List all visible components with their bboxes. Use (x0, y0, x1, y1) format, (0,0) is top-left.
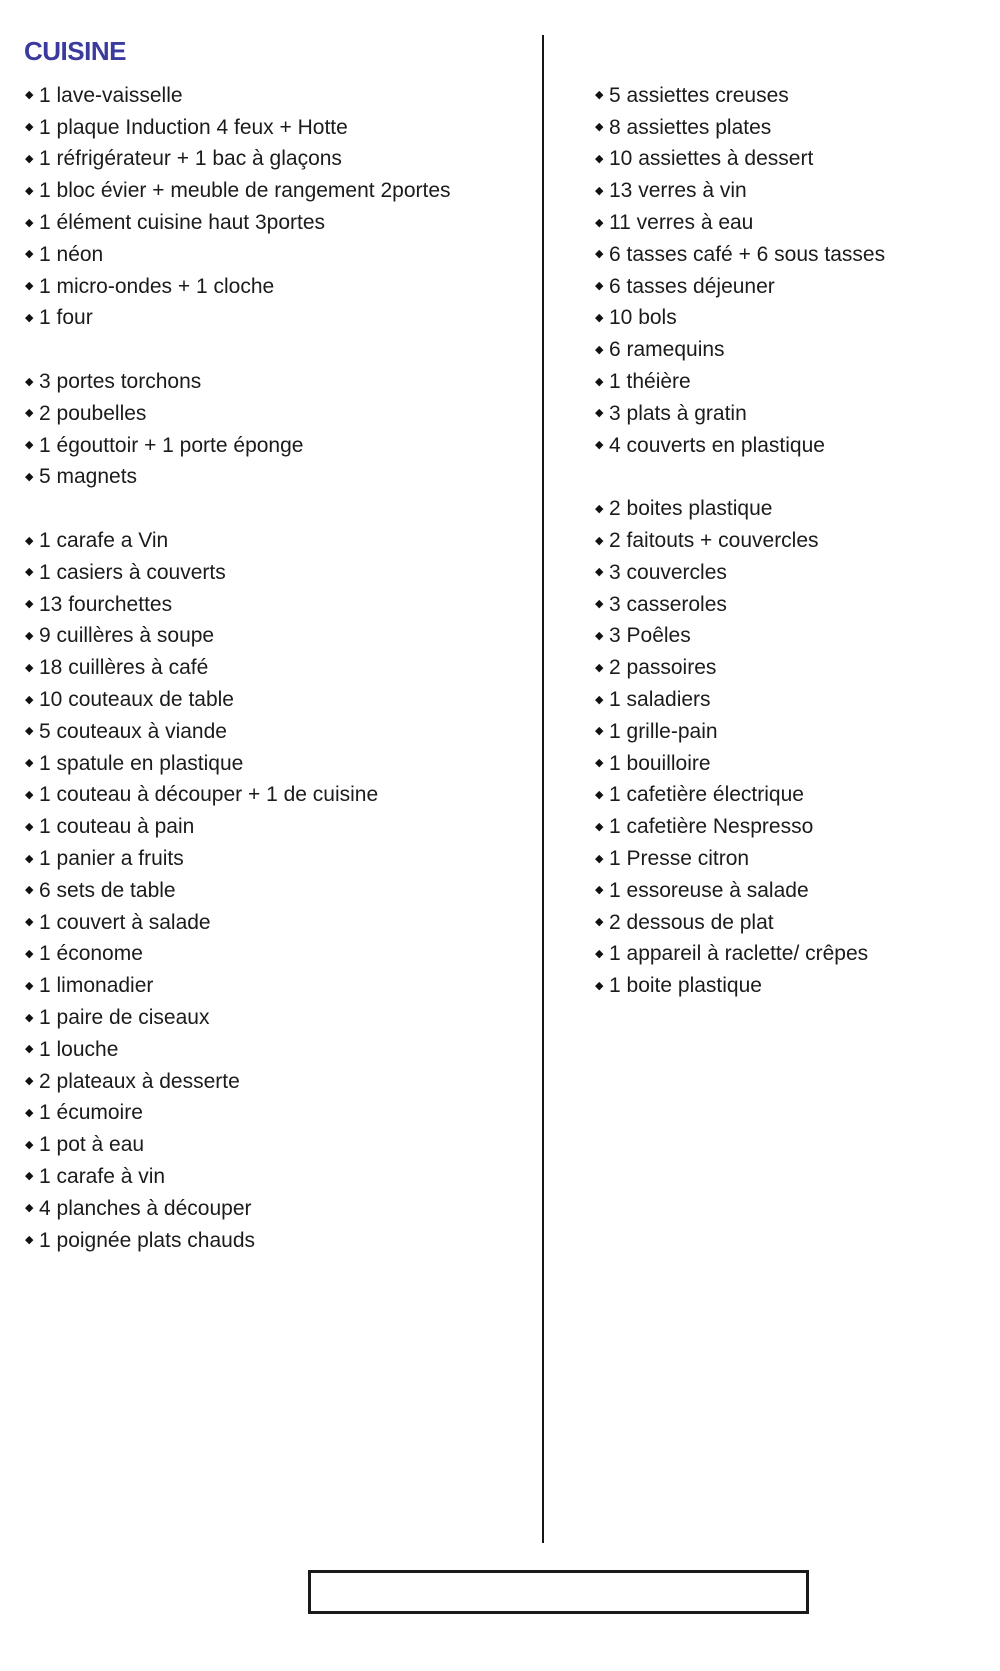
item-label: 10 assiettes à dessert (609, 147, 814, 171)
item-label: 1 cafetière électrique (609, 783, 804, 807)
item-label: 18 cuillères à café (39, 656, 209, 680)
item-label: 1 Presse citron (609, 847, 750, 871)
diamond-bullet-icon: ◆ (595, 89, 604, 102)
item-label: 1 spatule en plastique (39, 751, 244, 775)
diamond-bullet-icon: ◆ (595, 598, 604, 611)
list-item (25, 462, 535, 494)
diamond-bullet-icon: ◆ (25, 725, 34, 738)
list-item (595, 175, 995, 207)
list-item (25, 144, 535, 176)
item-label: 1 cafetière Nespresso (609, 815, 814, 839)
list-item (25, 303, 535, 335)
diamond-bullet-icon: ◆ (595, 184, 604, 197)
diamond-bullet-icon: ◆ (595, 852, 604, 865)
diamond-bullet-icon: ◆ (25, 661, 34, 674)
list-item (25, 1193, 535, 1225)
item-label: 6 tasses café + 6 sous tasses (609, 242, 886, 266)
list-item (25, 175, 535, 207)
item-label: 1 grille-pain (609, 719, 718, 743)
list-item (25, 366, 535, 398)
item-label: 8 assiettes plates (609, 115, 772, 139)
list-item (595, 430, 995, 462)
list-item (25, 684, 535, 716)
item-label: 1 réfrigérateur + 1 bac à glaçons (39, 147, 342, 171)
diamond-bullet-icon: ◆ (25, 1170, 34, 1183)
item-label: 9 cuillères à soupe (39, 624, 215, 648)
diamond-bullet-icon: ◆ (595, 820, 604, 833)
list-item (595, 112, 995, 144)
item-label: 2 poubelles (39, 401, 147, 425)
item-label: 4 couverts en plastique (609, 433, 825, 457)
list-item (595, 525, 995, 557)
diamond-bullet-icon: ◆ (25, 598, 34, 611)
diamond-bullet-icon: ◆ (595, 629, 604, 642)
list-item (25, 939, 535, 971)
list-item (595, 684, 995, 716)
item-label: 6 tasses déjeuner (609, 274, 775, 298)
list-item (595, 303, 995, 335)
item-label: 1 saladiers (609, 688, 711, 712)
diamond-bullet-icon: ◆ (25, 1138, 34, 1151)
diamond-bullet-icon: ◆ (595, 152, 604, 165)
list-item (25, 112, 535, 144)
list-item (595, 748, 995, 780)
list-item (25, 1034, 535, 1066)
list-item (25, 1161, 535, 1193)
diamond-bullet-icon: ◆ (595, 566, 604, 579)
list-item (25, 1098, 535, 1130)
item-label: 2 boites plastique (609, 497, 773, 521)
diamond-bullet-icon: ◆ (595, 693, 604, 706)
list-item (25, 1066, 535, 1098)
list-item (25, 970, 535, 1002)
diamond-bullet-icon: ◆ (595, 248, 604, 261)
list-item (595, 907, 995, 939)
diamond-bullet-icon: ◆ (595, 788, 604, 801)
item-label: 5 couteaux à viande (39, 719, 227, 743)
list-item (595, 875, 995, 907)
item-label: 1 micro-ondes + 1 cloche (39, 274, 275, 298)
item-label: 1 écumoire (39, 1101, 143, 1125)
diamond-bullet-icon: ◆ (25, 916, 34, 929)
list-item (595, 589, 995, 621)
list-item (595, 398, 995, 430)
column-divider-line (542, 35, 544, 1543)
diamond-bullet-icon: ◆ (25, 1011, 34, 1024)
item-label: 4 planches à découper (39, 1196, 252, 1220)
diamond-bullet-icon: ◆ (595, 534, 604, 547)
diamond-bullet-icon: ◆ (25, 152, 34, 165)
diamond-bullet-icon: ◆ (25, 1106, 34, 1119)
list-item (595, 207, 995, 239)
diamond-bullet-icon: ◆ (595, 311, 604, 324)
diamond-bullet-icon: ◆ (25, 470, 34, 483)
list-item (595, 621, 995, 653)
empty-footer-box (308, 1570, 809, 1614)
diamond-bullet-icon: ◆ (25, 407, 34, 420)
diamond-bullet-icon: ◆ (595, 343, 604, 356)
list-item (595, 652, 995, 684)
item-label: 1 couteau à découper + 1 de cuisine (39, 783, 379, 807)
diamond-bullet-icon: ◆ (595, 375, 604, 388)
item-label: 1 lave-vaisselle (39, 83, 183, 107)
item-label: 1 néon (39, 242, 104, 266)
item-label: 10 bols (609, 306, 677, 330)
diamond-bullet-icon: ◆ (25, 280, 34, 293)
list-item (595, 334, 995, 366)
list-item (25, 557, 535, 589)
item-label: 1 paire de ciseaux (39, 1006, 210, 1029)
item-label: 13 fourchettes (39, 592, 173, 616)
diamond-bullet-icon: ◆ (25, 788, 34, 801)
list-item (595, 716, 995, 748)
list-item (25, 1002, 535, 1034)
list-item (595, 557, 995, 589)
diamond-bullet-icon: ◆ (595, 884, 604, 897)
diamond-bullet-icon: ◆ (25, 534, 34, 547)
list-item (25, 716, 535, 748)
diamond-bullet-icon: ◆ (25, 375, 34, 388)
diamond-bullet-icon: ◆ (25, 184, 34, 197)
list-item (25, 875, 535, 907)
item-label: 2 dessous de plat (609, 910, 774, 934)
item-label: 1 élément cuisine haut 3portes (39, 211, 326, 235)
left-column (25, 80, 535, 1256)
item-label: 3 couvercles (609, 560, 727, 584)
list-item (595, 939, 995, 971)
diamond-bullet-icon: ◆ (25, 693, 34, 706)
item-label: 1 pot à eau (39, 1133, 145, 1157)
item-label: 1 bouilloire (609, 751, 711, 775)
item-label: 1 plaque Induction 4 feux + Hotte (39, 115, 348, 139)
diamond-bullet-icon: ◆ (25, 629, 34, 642)
item-label: 1 carafe a Vin (39, 529, 169, 553)
right-column (595, 80, 995, 1002)
diamond-bullet-icon: ◆ (25, 311, 34, 324)
diamond-bullet-icon: ◆ (25, 852, 34, 865)
diamond-bullet-icon: ◆ (25, 884, 34, 897)
list-item (25, 748, 535, 780)
list-item (595, 271, 995, 303)
item-label: 3 plats à gratin (609, 401, 747, 425)
item-label: 2 plateaux à desserte (39, 1069, 240, 1093)
diamond-bullet-icon: ◆ (595, 280, 604, 293)
list-item (595, 239, 995, 271)
item-label: 6 sets de table (39, 878, 176, 902)
list-item (25, 780, 535, 812)
list-item (25, 430, 535, 462)
list-item (25, 239, 535, 271)
group-spacer (595, 462, 995, 494)
item-label: 1 couvert à salade (39, 910, 211, 934)
item-label: 5 magnets (39, 465, 138, 489)
list-item (25, 525, 535, 557)
item-label: 3 Poêles (609, 624, 691, 648)
diamond-bullet-icon: ◆ (25, 1234, 34, 1247)
diamond-bullet-icon: ◆ (595, 661, 604, 674)
item-label: 1 appareil à raclette/ crêpes (609, 942, 869, 966)
list-item (25, 1225, 535, 1257)
diamond-bullet-icon: ◆ (25, 216, 34, 229)
diamond-bullet-icon: ◆ (25, 1075, 34, 1088)
group-spacer (25, 334, 535, 366)
list-item (595, 970, 995, 1002)
list-item (25, 271, 535, 303)
item-label: 6 ramequins (609, 338, 725, 362)
item-label: 2 passoires (609, 656, 717, 680)
diamond-bullet-icon: ◆ (25, 121, 34, 134)
diamond-bullet-icon: ◆ (595, 502, 604, 515)
diamond-bullet-icon: ◆ (25, 248, 34, 261)
item-label: 1 louche (39, 1037, 119, 1061)
item-label: 1 essoreuse à salade (609, 878, 809, 902)
item-label: 1 égouttoir + 1 porte éponge (39, 433, 304, 457)
diamond-bullet-icon: ◆ (595, 121, 604, 134)
page-title: CUISINE (24, 36, 126, 66)
item-label: 1 couteau à pain (39, 815, 195, 839)
item-label: 11 verres à eau (609, 211, 754, 235)
diamond-bullet-icon: ◆ (25, 1043, 34, 1056)
group-spacer (25, 493, 535, 525)
item-label: 1 carafe à vin (39, 1164, 166, 1188)
item-label: 2 faitouts + couvercles (609, 529, 819, 553)
list-item (595, 80, 995, 112)
list-item (25, 907, 535, 939)
list-item (25, 80, 535, 112)
diamond-bullet-icon: ◆ (595, 757, 604, 770)
diamond-bullet-icon: ◆ (25, 979, 34, 992)
item-label: 1 bloc évier + meuble de rangement 2portes (39, 179, 451, 203)
list-item (25, 811, 535, 843)
diamond-bullet-icon: ◆ (25, 947, 34, 960)
item-label: 13 verres à vin (609, 179, 747, 203)
list-item (595, 144, 995, 176)
list-item (25, 1129, 535, 1161)
list-item (25, 652, 535, 684)
diamond-bullet-icon: ◆ (595, 947, 604, 960)
list-item (25, 589, 535, 621)
list-item (25, 398, 535, 430)
diamond-bullet-icon: ◆ (595, 979, 604, 992)
item-label: 3 casseroles (609, 592, 727, 616)
diamond-bullet-icon: ◆ (595, 407, 604, 420)
diamond-bullet-icon: ◆ (25, 757, 34, 770)
item-label: 3 portes torchons (39, 370, 202, 394)
item-label: 1 théière (609, 370, 691, 394)
item-label: 1 boite plastique (609, 974, 762, 998)
diamond-bullet-icon: ◆ (25, 566, 34, 579)
diamond-bullet-icon: ◆ (25, 89, 34, 102)
item-label: 1 panier a fruits (39, 847, 184, 871)
list-item (25, 621, 535, 653)
list-item (595, 811, 995, 843)
diamond-bullet-icon: ◆ (25, 1202, 34, 1215)
item-label: 1 casiers à couverts (39, 560, 226, 584)
diamond-bullet-icon: ◆ (595, 916, 604, 929)
diamond-bullet-icon: ◆ (25, 439, 34, 452)
list-item (25, 843, 535, 875)
diamond-bullet-icon: ◆ (595, 216, 604, 229)
list-item (25, 207, 535, 239)
item-label: 1 poignée plats chauds (39, 1228, 255, 1252)
item-label: 5 assiettes creuses (609, 83, 789, 107)
item-label: 1 four (39, 306, 93, 330)
item-label: 10 couteaux de table (39, 688, 234, 712)
list-item (595, 366, 995, 398)
list-item (595, 493, 995, 525)
item-label: 1 économe (39, 942, 143, 966)
diamond-bullet-icon: ◆ (595, 439, 604, 452)
list-item (595, 780, 995, 812)
diamond-bullet-icon: ◆ (595, 725, 604, 738)
item-label: 1 limonadier (39, 974, 154, 998)
diamond-bullet-icon: ◆ (25, 820, 34, 833)
list-item (595, 843, 995, 875)
